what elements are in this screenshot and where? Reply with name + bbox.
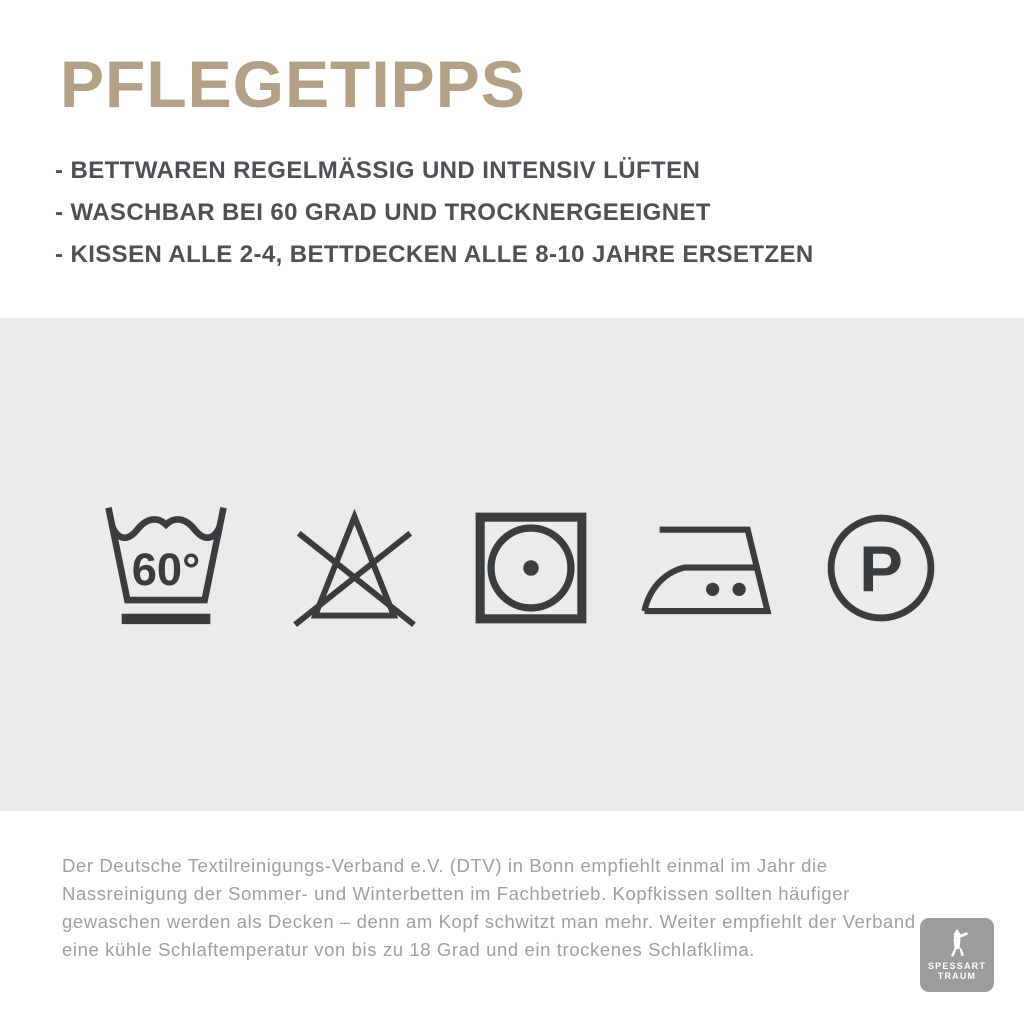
dtv-recommendation-paragraph	[62, 852, 916, 964]
paragraph-line: Der Deutsche Textilreinigungs-Verband e.V. (DTV) in Bonn empfiehlt einmal im Jahr die	[62, 855, 828, 876]
tumble-dry-one-dot-icon	[472, 509, 590, 627]
professional-cleaning-label: P	[859, 532, 903, 606]
professional-cleaning-p-icon	[822, 509, 940, 627]
care-tips-list	[55, 158, 814, 268]
care-tip-airing: - BETTWAREN REGELMÄSSIG UND INTENSIV LÜFTEN	[55, 157, 701, 184]
care-tip-replacement: - KISSEN ALLE 2-4, BETTDECKEN ALLE 8-10 JAHRE ERSETZEN	[55, 241, 814, 268]
paragraph-line: gewaschen werden als Decken – denn am Kopf schwitzt man mehr. Weiter empfiehlt der Verband	[62, 911, 916, 932]
wash-60-gentle-icon	[95, 502, 237, 634]
iron-two-dots-icon	[635, 520, 777, 617]
logo-text-line2: TRAUM	[937, 971, 977, 981]
care-symbols-band	[0, 318, 1024, 811]
paragraph-line: eine kühle Schlaftemperatur von bis zu 18 Grad und ein trockenes Schlafklima.	[62, 939, 756, 960]
paragraph-line: Nassreinigung der Sommer- und Winterbetten im Fachbetrieb. Kopfkissen sollten häufiger	[62, 883, 850, 904]
wash-temperature-label: 60°	[131, 543, 201, 595]
care-tip-washing: - WASCHBAR BEI 60 GRAD UND TROCKNERGEEIGNET	[55, 199, 711, 226]
spessart-traum-logo	[920, 918, 994, 992]
gnome-mascot-icon	[944, 929, 970, 959]
care-symbols-row	[95, 502, 940, 634]
page-title: PFLEGETIPPS	[60, 47, 526, 121]
logo-text-line1: SPESSART	[927, 961, 987, 971]
do-not-bleach-icon	[282, 504, 427, 632]
